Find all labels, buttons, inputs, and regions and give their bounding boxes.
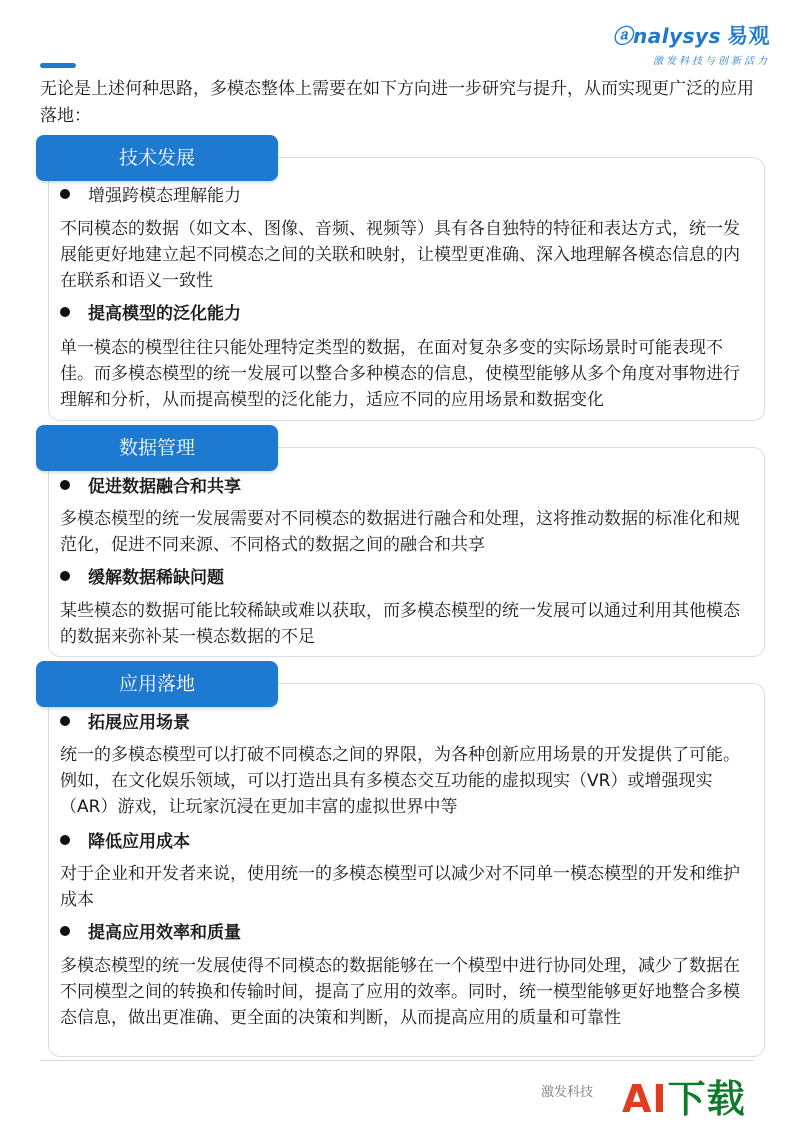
- item-title: 提高应用效率和质量: [60, 921, 241, 945]
- item-title: 提高模型的泛化能力: [60, 302, 241, 326]
- item-title: 拓展应用场景: [60, 711, 190, 735]
- item-body: 单一模态的模型往往只能处理特定类型的数据，在面对复杂多变的实际场景时可能表现不佳。而多模态模型的统一发展可以整合多种模态的信息，使模型能够从多个角度对事物进行理解和分析，从而提高模型的泛化能力，适应不同的应用场景和数据变化: [60, 338, 740, 410]
- watermark-logo: AI下载: [622, 1077, 746, 1121]
- item-title: 增强跨模态理解能力: [60, 184, 241, 208]
- logo-tagline: 激发科技与创新活力: [653, 56, 770, 67]
- item-title: 促进数据融合和共享: [60, 475, 241, 499]
- bullet-icon: [60, 189, 70, 199]
- item-body: 统一的多模态模型可以打破不同模态之间的界限，为各种创新应用场景的开发提供了可能。例如，在文化娱乐领域，可以打造出具有多模态交互功能的虚拟现实（VR）或增强现实（AR）游戏，让玩家沉浸在更加丰富的虚拟世界中等: [60, 745, 740, 817]
- item-title: 缓解数据稀缺问题: [60, 566, 224, 590]
- footer-divider: [40, 1060, 754, 1061]
- bullet-icon: [60, 307, 70, 317]
- item-title: 降低应用成本: [60, 830, 190, 854]
- item-body: 多模态模型的统一发展需要对不同模态的数据进行融合和处理，这将推动数据的标准化和规范化，促进不同来源、不同格式的数据之间的融合和共享: [60, 509, 740, 555]
- logo-mark-icon: ⓐ: [612, 24, 634, 48]
- item-body: 不同模态的数据（如文本、图像、音频、视频等）具有各自独特的特征和表达方式，统一发展能更好地建立起不同模态之间的关联和映射，让模型更准确、深入地理解各模态信息的内在联系和语义一致性: [60, 219, 740, 291]
- bullet-icon: [60, 716, 70, 726]
- bullet-icon: [60, 835, 70, 845]
- section-title-data: 数据管理: [36, 425, 278, 471]
- footer-text: 激发科技: [541, 1085, 594, 1100]
- bullet-icon: [60, 571, 70, 581]
- item-body: 多模态模型的统一发展使得不同模态的数据能够在一个模型中进行协同处理，减少了数据在不同模型之间的转换和传输时间，提高了应用的效率。同时，统一模型能够更好地整合多模态信息，做出更准确、更全面的决策和判断，从而提高应用的质量和可靠性: [60, 956, 740, 1028]
- item-body: 某些模态的数据可能比较稀缺或难以获取，而多模态模型的统一发展可以通过利用其他模态的数据来弥补某一模态数据的不足: [60, 601, 740, 647]
- section-title-application: 应用落地: [36, 661, 278, 707]
- intro-paragraph: 无论是上述何种思路，多模态整体上需要在如下方向进一步研究与提升，从而实现更广泛的应用落地：: [40, 79, 754, 126]
- section-title-tech: 技术发展: [36, 135, 278, 181]
- logo-latin: nalysys: [633, 24, 721, 48]
- logo-cn: 易观: [727, 24, 770, 48]
- item-body: 对于企业和开发者来说，使用统一的多模态模型可以减少对不同单一模态模型的开发和维护成本: [60, 864, 740, 910]
- bullet-icon: [60, 926, 70, 936]
- top-accent-bar: [40, 63, 76, 68]
- bullet-icon: [60, 480, 70, 490]
- brand-logo: [613, 20, 770, 67]
